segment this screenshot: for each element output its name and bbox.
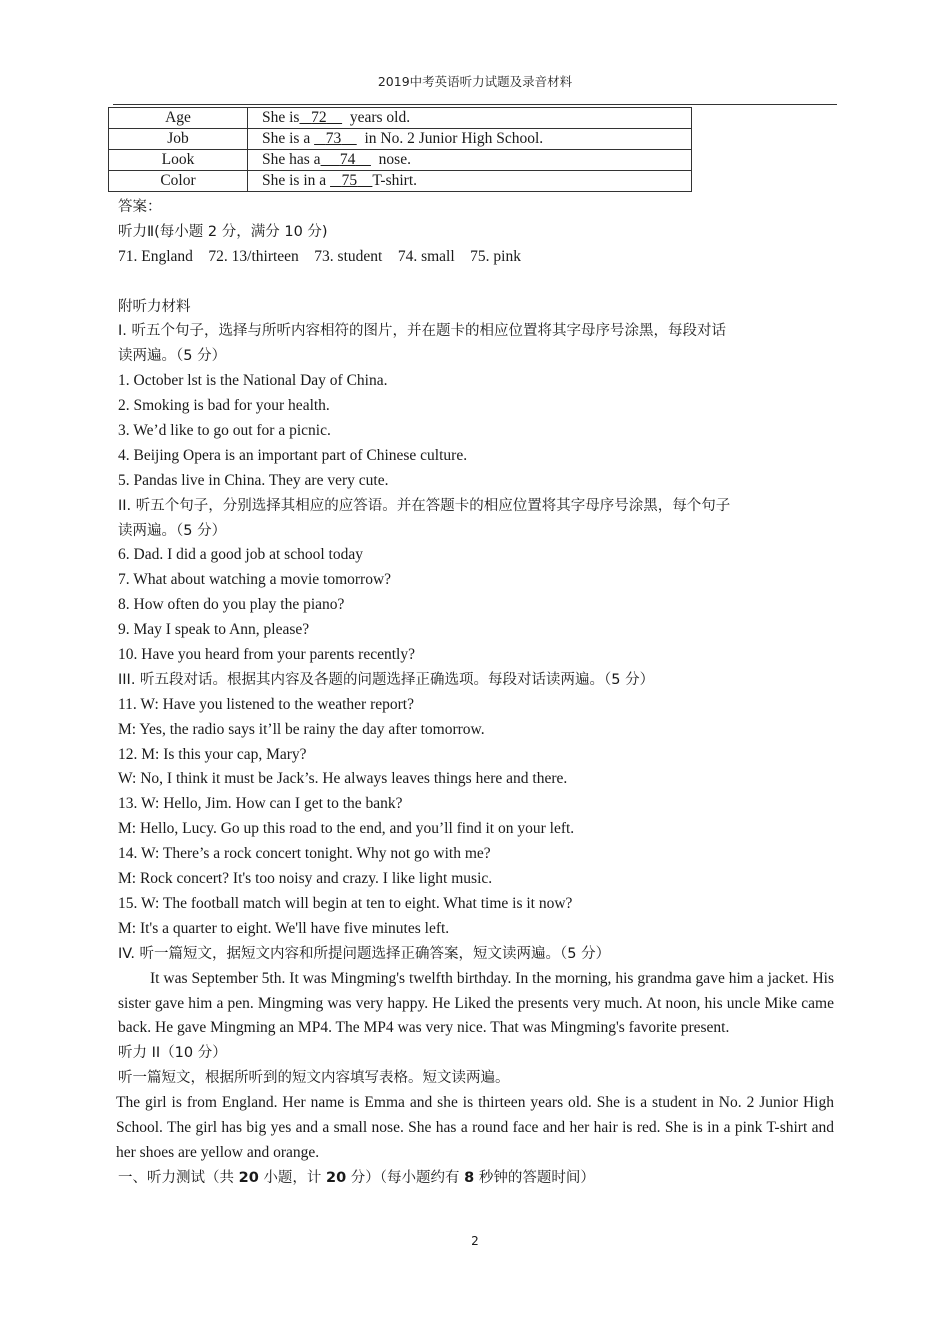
- table-label: Look: [109, 150, 248, 171]
- header-rule: [113, 104, 837, 105]
- list-item: 14. W: There’s a rock concert tonight. Why not go with me?: [118, 845, 491, 863]
- list-item: M: Yes, the radio says it’ll be rainy the day after tomorrow.: [118, 720, 485, 738]
- listening-2-title: 听力 II（10 分）: [118, 1045, 227, 1062]
- list-item: 1. October lst is the National Day of China.: [118, 372, 388, 390]
- list-item: 12. M: Is this your cap, Mary?: [118, 745, 307, 763]
- list-item: 11. W: Have you listened to the weather report?: [118, 695, 414, 713]
- section-3-title: III. 听五段对话。根据其内容及各题的问题选择正确选项。每段对话读两遍。（5 分）: [118, 671, 655, 688]
- document-body: [118, 195, 834, 1191]
- list-item: 4. Beijing Opera is an important part of Chinese culture.: [118, 446, 468, 464]
- list-item: 7. What about watching a movie tomorrow?: [118, 571, 392, 589]
- list-item: M: Rock concert? It's too noisy and crazy. I like light music.: [118, 870, 493, 888]
- section-4-title: IV. 听一篇短文，据短文内容和所提问题选择正确答案，短文读两遍。（5 分）: [118, 945, 611, 962]
- answers-items: 71. England 72. 13/thirteen 73. student 74. small 75. pink: [118, 247, 521, 265]
- material-title: 附听力材料: [118, 298, 191, 315]
- section-2-title: II. 听五个句子，分别选择其相应的应答语。并在答题卡的相应位置将其字母序号涂黑，每个句子: [118, 497, 731, 514]
- table-label: Age: [109, 108, 248, 129]
- table-cell: She has a 74 nose.: [248, 150, 692, 171]
- section-1-title-cont: 读两遍。（5 分）: [118, 348, 227, 365]
- blank-75: 75: [341, 172, 358, 189]
- table-label: Color: [109, 171, 248, 192]
- list-item: M: Hello, Lucy. Go up this road to the end, and you’ll find it on your left.: [118, 820, 575, 838]
- table-label: Job: [109, 129, 248, 150]
- list-item: 8. How often do you play the piano?: [118, 596, 345, 614]
- table-cell: She is 72 years old.: [248, 108, 692, 129]
- part-1-heading: 一、听力测试（共 20 小题，计 20 分）（每小题约有 8 秒钟的答题时间）: [118, 1169, 595, 1186]
- section-4-passage: It was September 5th. It was Mingming's twelfth birthday. In the morning, his grandma gave him a jacket. His sister gave him a pen. Mingming was very happy. He Liked the presents very much. At noon, his uncle Mike came back. He gave Mingming an MP4. The MP4 was very nice. That was Mingming's favorite present.: [118, 969, 834, 1037]
- blank-73: 73: [325, 130, 342, 147]
- list-item: 5. Pandas live in China. They are very cute.: [118, 471, 389, 489]
- list-item: 2. Smoking is bad for your health.: [118, 397, 330, 415]
- table-row: [109, 108, 692, 129]
- answer-table: [108, 107, 692, 192]
- list-item: 3. We’d like to go out for a picnic.: [118, 422, 331, 440]
- table-row: [109, 171, 692, 192]
- blank-72: 72: [311, 109, 327, 126]
- page-number: 2: [471, 1234, 479, 1248]
- table-row: [109, 129, 692, 150]
- listening-2-instructions: 听一篇短文，根据所听到的短文内容填写表格。短文读两遍。: [118, 1070, 510, 1087]
- table-cell: She is a 73 in No. 2 Junior High School.: [248, 129, 692, 150]
- list-item: 9. May I speak to Ann, please?: [118, 621, 310, 639]
- page-header: 2019中考英语听力试题及录音材料: [377, 74, 573, 89]
- blank-74: 74: [339, 151, 356, 168]
- list-item: 10. Have you heard from your parents recently?: [118, 646, 415, 664]
- list-item: 15. W: The football match will begin at ten to eight. What time is it now?: [118, 894, 573, 912]
- section-1-title: I. 听五个句子，选择与所听内容相符的图片，并在题卡的相应位置将其字母序号涂黑，每段对话: [118, 323, 726, 340]
- list-item: M: It's a quarter to eight. We'll have five minutes left.: [118, 919, 450, 937]
- listening-2-passage: The girl is from England. Her name is Emma and she is thirteen years old. She is a student in No. 2 Junior High School. The girl has big yes and a small nose. She has a round face and her hair is red. She is in a pink T-shirt and her shoes are yellow and orange.: [116, 1094, 834, 1161]
- section-2-title-cont: 读两遍。（5 分）: [118, 522, 227, 539]
- list-item: W: No, I think it must be Jack’s. He always leaves things here and there.: [118, 770, 568, 788]
- table-row: [109, 150, 692, 171]
- spacer: [118, 270, 834, 295]
- answers-section: 听力Ⅱ(每小题 2 分，满分 10 分): [118, 223, 328, 240]
- answers-label: 答案：: [118, 199, 162, 215]
- table-cell: She is in a 75 T-shirt.: [248, 171, 692, 192]
- list-item: 13. W: Hello, Jim. How can I get to the bank?: [118, 795, 403, 813]
- list-item: 6. Dad. I did a good job at school today: [118, 546, 363, 564]
